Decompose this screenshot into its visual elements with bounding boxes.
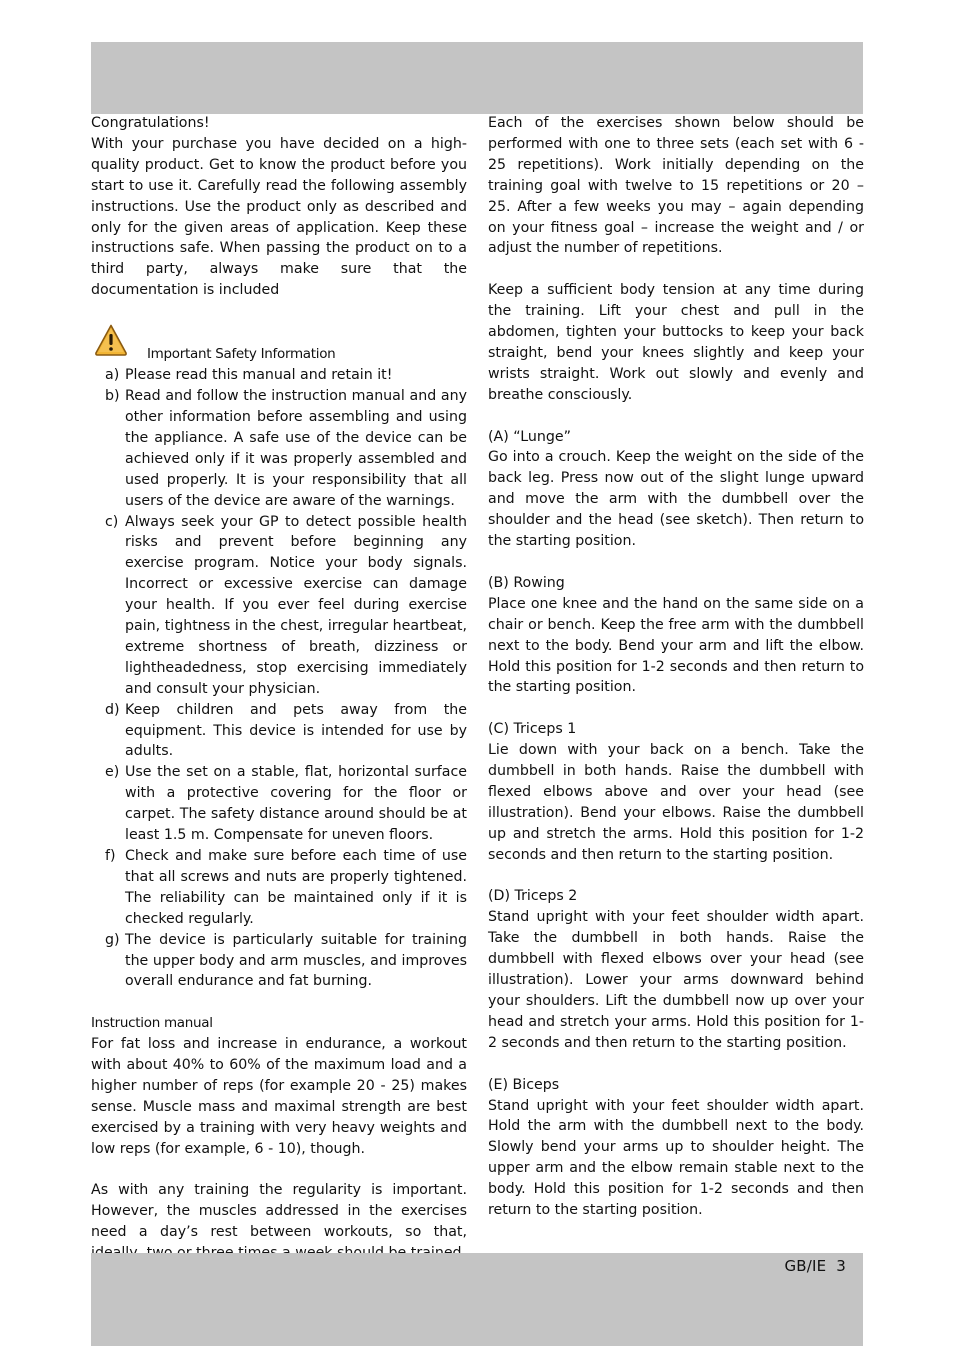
safety-list	[91, 365, 467, 992]
safety-title: Important Safety Information	[147, 346, 336, 363]
intro-heading: Congratulations!	[91, 115, 210, 131]
list-text: Check and make sure before each time of use that all screws and nuts are properly tightened. The reliability can be maintained only if it is checked regularly.	[125, 848, 467, 927]
list-item	[91, 762, 467, 846]
exercise-text: Lie down with your back on a bench. Take the dumbbell in both hands. Raise the dumbbell with flexed elbows above and over your head (see illustration). Bend your elbows. Raise the dumbbell up and stretch the arms. Hold this position for 1-2 seconds and then return to the starting position.	[488, 742, 864, 863]
list-text: The device is particularly suitable for training the upper body and arm muscles, and improves overall endurance and fat burning.	[125, 931, 467, 990]
list-text: Keep children and pets away from the equipment. This device is intended for use by adults.	[125, 701, 467, 760]
exercise-text: Place one knee and the hand on the same side on a chair or bench. Keep the free arm with the dumbbell next to the body. Bend your arm and lift the elbow. Hold this position for 1-2 seconds and then return to the starting position.	[488, 595, 864, 696]
left-column	[91, 113, 467, 1264]
list-item	[91, 700, 467, 763]
list-letter: g)	[105, 931, 120, 948]
exercise-title: (E) Biceps	[488, 1076, 560, 1093]
sets-paragraph: Each of the exercises shown below should be performed with one to three sets (each set with 6 - 25 repetitions). Work initially depending on the training goal with twelve to 15 repetitions or 20 – 25. After a few weeks you may – again depending on your fitness goal – increase the weight and / or adjust the number of repetitions.	[488, 115, 864, 257]
exercise-title: (C) Triceps 1	[488, 721, 577, 738]
exercise-title: (A) “Lunge”	[488, 428, 571, 445]
list-item	[91, 365, 467, 386]
intro-body: With your purchase you have decided on a high-quality product. Get to know the product before you start to use it. Carefully read the following assembly instructions. Use the product only as described and only for the given areas of application. Keep these instructions safe. When passing the product on to a third party, always make sure that the documentation is included	[91, 135, 467, 299]
list-item	[91, 386, 467, 511]
list-letter: a)	[105, 367, 120, 384]
manual-paragraph: For fat loss and increase in endurance, a workout with about 40% to 60% of the maximum load and a higher number of reps (for example 20 - 25) makes sense. Muscle mass and maximal strength are best exercised by a training with very heavy weights and low reps (for example, 6 - 10), though.	[91, 1036, 467, 1157]
header-band	[91, 42, 863, 114]
list-text: Use the set on a stable, flat, horizontal surface with a protective covering for the floor or carpet. The safety distance around should be at least 1.5 m. Compensate for uneven floors.	[125, 764, 467, 844]
list-letter: e)	[105, 764, 120, 781]
right-column	[488, 113, 864, 1221]
warning-triangle-icon	[94, 323, 128, 357]
list-letter: c)	[105, 513, 119, 530]
exercise-text: Stand upright with your feet shoulder width apart. Take the dumbbell in both hands. Raise the dumbbell with flexed elbows over your head (see illustration). Lower your arms downward behind your shoulders. Lift the dumbbell now up over your head and stretch your arms. Hold this position for 1-2 seconds and then return to the starting position.	[488, 909, 864, 1051]
list-text: Always seek your GP to detect possible health risks and prevent before beginning any exercise program. Notice your body signals. Incorrect or excessive exercise can damage your health. If you ever feel during exercise pain, tightness in the chest, irregular heartbeat, extreme shortness of breath, dizziness or lightheadedness, stop exercising immediately and consult your physician.	[125, 513, 467, 697]
list-letter: f)	[105, 848, 116, 864]
exercise-title: (B) Rowing	[488, 574, 565, 591]
list-text: Please read this manual and retain it!	[125, 367, 393, 384]
manual-title: Instruction manual	[91, 1015, 213, 1032]
page-number: GB/IE 3	[784, 1257, 846, 1275]
tension-paragraph: Keep a sufficient body tension at any time during the training. Lift your chest and pull in the abdomen, tighten your buttocks to keep your back straight, bend your knees slightly and keep your wrists straight. Work out slowly and evenly and breathe consciously.	[488, 282, 864, 403]
list-item	[91, 512, 467, 700]
list-letter: d)	[105, 701, 120, 718]
exercise-title: (D) Triceps 2	[488, 888, 578, 905]
list-letter: b)	[105, 388, 120, 405]
manual-paragraph: As with any training the regularity is important. However, the muscles addressed in the exercises need a day’s rest between workouts, so that,	[91, 1182, 467, 1241]
list-text: Read and follow the instruction manual and any other information before assembling and using the appliance. A safe use of the device can be achieved only if it was properly assembled and used properly. It is your responsibility that all users of the device are aware of the warnings.	[125, 388, 467, 509]
footer-band	[91, 1253, 863, 1346]
safety-header	[91, 323, 467, 365]
exercise-text: Stand upright with your feet shoulder width apart. Hold the arm with the dumbbell next to the body. Slowly bend your arms up to shoulder height. The upper arm and the elbow remain stable next to the body. Hold this position for 1-2 seconds and then return to the starting position.	[488, 1097, 864, 1219]
list-item	[91, 930, 467, 993]
list-item	[91, 846, 467, 930]
exercise-text: Go into a crouch. Keep the weight on the side of the back leg. Press now out of the slight lunge upward and move the arm with the dumbbell over the shoulder and the head (see sketch). Then return to the starting position.	[488, 449, 864, 550]
